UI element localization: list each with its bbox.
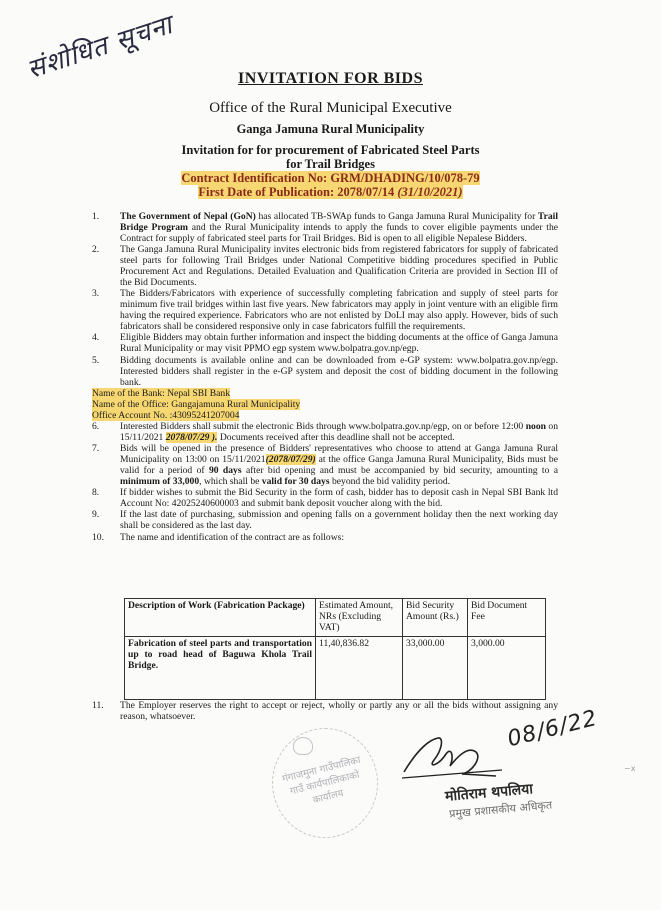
clause-1 — [92, 212, 558, 245]
clause-8 — [92, 488, 558, 510]
clause-text: on 15/11/2021 — [120, 420, 558, 443]
clause-text-bold: minimum of 33,000 — [120, 475, 200, 487]
clause-text: The Bidders/Fabricators with experience of successfully completing fabrication and supply of steel parts for minimum five trail bridges within last five years. New fabricators may apply in joint venture with an eligible firm having the required experience. Fabricators who are not enlisted by DoLI may also apply. However, bids of such fabricators shall be considered responsive only in case fabricators fulfill the requirements. — [120, 288, 558, 333]
clause-text-bold: noon — [525, 420, 546, 432]
officer-name: मोतिराम थपलिया — [444, 781, 534, 805]
table-header-row — [125, 599, 546, 637]
clause-text: Interested Bidders shall submit the electronic Bids through www.bolpatra.gov.np/egp, on or before 12:00 — [120, 420, 526, 432]
table-header-estimate: Estimated Amount, NRs (Excluding VAT) — [316, 599, 403, 637]
publication-label: First Date of Publication: 2078/07/14 — [198, 185, 398, 199]
page-title: INVITATION FOR BIDS — [238, 70, 423, 87]
clause-number: 2. — [92, 244, 100, 256]
procurement-line-1: Invitation for for procurement of Fabricated Steel Parts — [181, 143, 480, 157]
clause-text: The Employer reserves the right to accept or reject, wholly or partly any or all the bids without assigning any reason, whatsoever. — [120, 700, 558, 722]
table-header-description: Description of Work (Fabrication Package) — [125, 599, 316, 637]
signature-date: 08/6/22 — [505, 705, 601, 753]
corner-mark: ~x — [624, 764, 636, 773]
clause-text-bold: 90 days — [208, 464, 242, 476]
highlighted-date: 2078/07/29 ). — [165, 431, 218, 443]
clause-2 — [92, 245, 558, 289]
clause-number: 1. — [92, 211, 100, 222]
table-header-document-fee: Bid Document Fee — [468, 599, 546, 637]
clause-text-bold: The Government of Nepal (GoN) — [120, 211, 256, 222]
handwritten-note: संशोधित सूचना — [23, 10, 177, 86]
clause-text: Bids will be opened in the presence of Bidders' representatives who choose to attend at Ganga Jamuna Rural Municipality on 13:00 on 15/11/2021 — [120, 443, 558, 465]
clause-number: 4. — [92, 332, 100, 344]
clause-7 — [92, 444, 558, 488]
contract-block — [0, 171, 661, 199]
clause-number: 7. — [92, 443, 100, 455]
clause-text: and the Rural Municipality intends to apply the funds to cover eligible payments under the Contract for supply of fabricated steel parts for Trail Bridges. Bid is open to all eligible Nepalese Bidders. — [120, 221, 558, 244]
publication-ad-date: (31/10/2021) — [397, 185, 463, 199]
officer-title: प्रमुख प्रशासकीय अधिकृत — [448, 798, 553, 821]
bank-name: Name of the Bank: Nepal SBI Bank — [92, 388, 231, 399]
clause-text: Eligible Bidders may obtain further information and inspect the bidding documents at the office of Ganga Jamuna Rural Municipality or may visit PPMO egp system www.bolpatra.gov.np/egp. — [120, 332, 558, 355]
publication-date — [198, 185, 462, 199]
bank-office: Name of the Office: Gangajamuna Rural Municipality — [92, 398, 301, 410]
clause-text: The Ganga Jamuna Rural Municipality invites electronic bids from registered fabricators for supply of fabricated steel parts for following Trail Bridges under National Competitive bidding procedures specified in Public Procurement Act and Regulations. Detailed Evaluation and Qualification Criteria are provided in Section III of the Bid Documents. — [120, 244, 558, 288]
table-row — [125, 636, 546, 699]
clause-5 — [92, 356, 558, 389]
clause-10 — [92, 533, 558, 544]
emblem-icon — [293, 737, 313, 755]
office-stamp — [272, 728, 378, 838]
clause-text-bold: Trail Bridge Program — [120, 211, 558, 233]
clause-text: beyond the bid validity period. — [329, 475, 451, 487]
table-header-bid-security: Bid Security Amount (Rs.) — [403, 599, 468, 637]
contract-id: Contract Identification No: GRM/DHADING/10/078-79 — [181, 171, 480, 185]
clause-number: 3. — [92, 288, 100, 300]
clause-number: 6. — [92, 420, 100, 432]
clause-9 — [92, 510, 558, 532]
clause-number: 5. — [92, 354, 100, 366]
procurement-heading — [0, 143, 661, 171]
clause-text: has allocated TB-SWAp funds to Ganga Jamuna Rural Municipality for — [255, 211, 538, 222]
clause-number: 9. — [92, 509, 100, 521]
clause-text: after bid opening and must be accompanied by bid security, amounting to a — [241, 464, 559, 476]
table-cell-description: Fabrication of steel parts and transportation up to road head of Baguwa Khola Trail Bridge. — [125, 636, 316, 699]
clause-text: Bidding documents is available online and can be downloaded from e-GP system: www.bolpatra.gov.np/egp. Interested bidders shall register in the e-GP system and deposit the cost of bidding document in the following bank. — [120, 354, 558, 388]
signature-icon — [398, 732, 508, 788]
clause-3 — [92, 289, 558, 333]
clause-4 — [92, 333, 558, 355]
contract-table — [124, 598, 546, 700]
clause-number: 8. — [92, 487, 100, 499]
clause-text: Documents received after this deadline shall not be accepted. — [217, 431, 455, 443]
bid-clauses — [92, 212, 558, 544]
table-cell-bid-security: 33,000.00 — [403, 636, 468, 699]
clause-number: 11. — [92, 700, 104, 711]
bank-details — [92, 389, 558, 422]
procurement-line-2: for Trail Bridges — [286, 157, 375, 171]
clause-6 — [92, 422, 558, 444]
office-name: Office of the Rural Municipal Executive — [209, 100, 452, 116]
clause-text: The name and identification of the contract are as follows: — [120, 531, 345, 543]
table-cell-estimate: 11,40,836.82 — [316, 636, 403, 699]
municipality-name: Ganga Jamuna Rural Municipality — [236, 122, 425, 136]
clause-text: If bidder wishes to submit the Bid Security in the form of cash, bidder has to deposit cash in Nepal SBI Bank ltd Account No: 42025240600003 and submit bank deposit voucher along with the bid. — [120, 487, 558, 510]
bank-account: Office Account No. :43095241207004 — [92, 409, 240, 421]
clause-number: 10. — [92, 531, 104, 543]
table-cell-document-fee: 3,000.00 — [468, 636, 546, 699]
clause-text: If the last date of purchasing, submission and opening falls on a government holiday then the next working day shall be considered as the last day. — [120, 509, 558, 532]
clause-11 — [92, 701, 558, 723]
stamp-text: गंगाजमुना गाउँपालिका गाउँ कार्यपालिकाको कार्यालय — [281, 754, 362, 807]
clause-text: at the office Ganga Jamuna Rural Municipality, Bids must be valid for a period of — [120, 453, 558, 476]
highlighted-date: (2078/07/29) — [265, 453, 316, 465]
clause-text: , which shall be — [199, 475, 262, 487]
clause-text-bold: valid for 30 days — [261, 475, 330, 487]
